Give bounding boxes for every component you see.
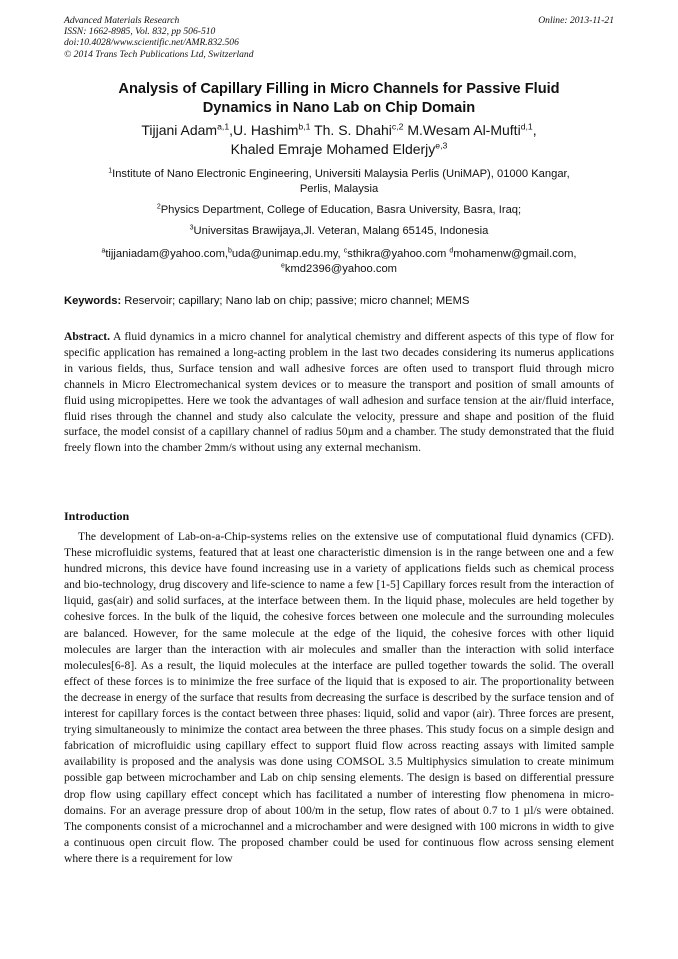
author-3-sup: c,2 xyxy=(391,121,404,132)
email-c: sthikra@yahoo.com xyxy=(347,248,450,260)
author-1-sup: a,1 xyxy=(217,121,230,132)
journal-name: Advanced Materials Research xyxy=(64,15,180,26)
author-1: Tijjani Adam xyxy=(141,122,218,138)
aff-3-text: Universitas Brawijaya,Jl. Veteran, Malang 65145, Indonesia xyxy=(193,225,489,237)
email-b-sup: b xyxy=(228,247,232,255)
author-2-sup: b,1 xyxy=(298,121,311,132)
paper-title xyxy=(64,80,614,118)
issn-line: ISSN: 1662-8985, Vol. 832, pp 506-510 xyxy=(64,26,216,38)
abstract-label: Abstract. xyxy=(64,330,111,343)
running-header xyxy=(64,15,614,60)
email-list xyxy=(64,247,614,276)
author-list xyxy=(64,121,614,159)
introduction-heading: Introduction xyxy=(64,509,130,523)
abstract xyxy=(64,329,614,456)
keywords xyxy=(64,294,614,308)
keywords-label: Keywords: xyxy=(64,295,122,307)
aff-1-num: 1 xyxy=(108,167,113,175)
online-date: Online: 2013-11-21 xyxy=(538,15,614,26)
affiliation-2 xyxy=(64,203,614,218)
email-b: uda@unimap.edu.my, xyxy=(231,248,344,260)
aff-1-line-2: Perlis, Malaysia xyxy=(299,182,379,195)
aff-2-num: 2 xyxy=(156,203,161,211)
author-5: Khaled Emraje Mohamed Elderjy xyxy=(230,141,436,157)
affiliation-1 xyxy=(64,167,614,196)
aff-3-num: 3 xyxy=(189,224,194,232)
title-line-1: Analysis of Capillary Filling in Micro Channels for Passive Fluid xyxy=(118,81,560,97)
email-d: mohamenw@gmail.com, xyxy=(453,248,577,260)
author-5-sup: e,3 xyxy=(435,140,448,151)
author-4-tail: , xyxy=(532,122,537,138)
doi-line: doi:10.4028/www.scientific.net/AMR.832.506 xyxy=(64,37,239,49)
email-d-sup: d xyxy=(449,247,454,255)
aff-2-text: Physics Department, College of Education, Basra University, Basra, Iraq; xyxy=(160,204,522,216)
author-4-sup: d,1 xyxy=(520,121,533,132)
keywords-text: Reservoir; capillary; Nano lab on chip; passive; micro channel; MEMS xyxy=(121,295,470,307)
copyright-line: © 2014 Trans Tech Publications Ltd, Switzerland xyxy=(64,48,254,60)
email-a: tijjaniadam@yahoo.com, xyxy=(105,248,228,260)
email-e-sup: e xyxy=(281,261,285,269)
abstract-text: A fluid dynamics in a micro channel for analytical chemistry and different aspects of this type of flow for specific application has remained a long-acting problem in the last two decades considering its numerus applications in various fields, thus, Surface tension and wall adhesive forces are often used to transport fluid through micro channels in Micro Electromechanical system devices or to measure the transport and position of small amounts of fluid using micropipettes. Here we took the advantages of wall adhesion and surface tension at the air/fluid interface, fluid rises through the channel and study also calculate the velocity, pressure and shape and position of the fluid surface, the model consist of a capillary channel of radius 50µm and a chamber. The study demonstrated that the fluid freely flown into the chamber 2mm/s without using any external mechanism. xyxy=(64,330,614,455)
affiliation-3 xyxy=(64,224,614,239)
introduction-paragraph: The development of Lab-on-a-Chip-systems relies on the extensive use of computational fluid dynamics (CFD). These microfluidic systems, featured that at least one characteristic dimension is in the range between one and a few hundred microns, this device have found increasing use in a variety of applications fields such as chemical process and bio-technology, drug discovery and life-science to name a few [1-5] Capillary forces result from the interaction of liquid, gas(air) and solid surfaces, at the interface between them. In the liquid phase, molecules are held together by cohesive forces. In the bulk of the liquid, the cohesive forces between one molecule and the surrounding molecules are balanced. However, for the same molecule at the edge of the liquid, the cohesive forces with other liquid molecules are larger than the interaction with air molecules and smaller than the interaction with solid interface molecules[6-8]. As a result, the liquid molecules at the interface are pulled together towards the solid. The overall effect of these forces is to minimize the free surface of the liquid that is exposed to air. The proportionality between the decrease in energy of the surface that results from decreasing the surface is described by the surface tension and of interest for capillary forces is the contact between three phases: liquid, solid and vapor (air). Three forces are present, trying simultaneously to minimize the contact area between the three phases. This study focus on a simple design and fabrication of microfluidic using capillary effect to support fluid flow across reacting assays with limited sample availability is proposed and the analysis was done using COMSOL 3.5 Multiphysics simulation to create minimum possible gap between microchamber and Lab on chip sensing elements. The design is based on differential pressure drop flow using capillary effect concept which has facilitated a number of interesting flow phenomena in micro-domains. For an average pressure drop of about 100/m in the setup, flow rates of about 0.7 to 1 µl/s were obtained. The components consist of a microchannel and a microchamber and were designed with 100 microns in width to give a continuous open circuit flow. The proposed chamber could be used for continuous flow across sensing element where there is a requirement for low xyxy=(64,530,614,865)
title-line-2: Dynamics in Nano Lab on Chip Domain xyxy=(202,100,476,116)
author-3: Th. S. Dhahi xyxy=(310,122,392,138)
email-c-sup: c xyxy=(343,247,348,255)
author-4: M.Wesam Al-Mufti xyxy=(403,122,521,138)
author-2: ,U. Hashim xyxy=(229,122,299,138)
email-a-sup: a xyxy=(101,247,106,255)
aff-1-line-1: Institute of Nano Electronic Engineering, Universiti Malaysia Perlis (UniMAP), 01000 Kangar, xyxy=(112,168,570,180)
email-e: kmd2396@yahoo.com xyxy=(284,262,397,275)
